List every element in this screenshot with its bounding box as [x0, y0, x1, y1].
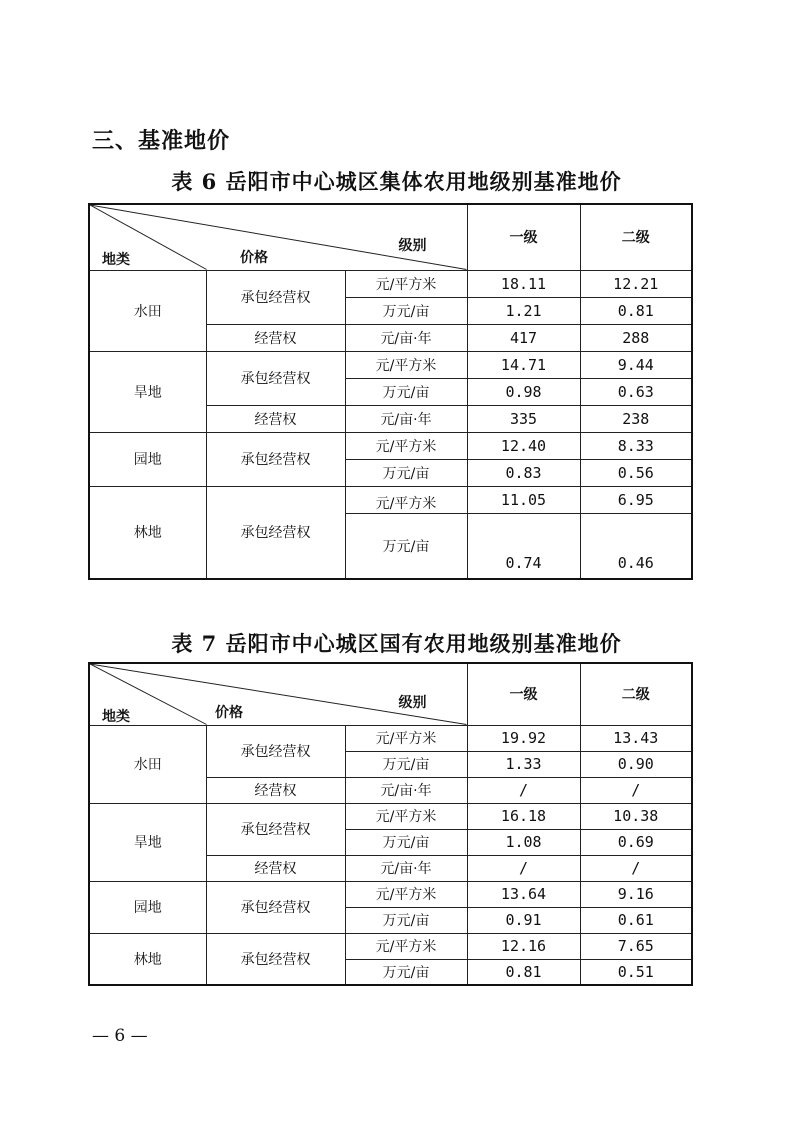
value-cell: 14.71	[467, 351, 580, 378]
grade1-header: 一级	[467, 204, 580, 270]
value-cell: 10.38	[580, 803, 692, 829]
value-cell: 0.63	[580, 378, 692, 405]
right-type-cell: 承包经营权	[206, 432, 345, 486]
unit-cell: 元/平方米	[345, 803, 467, 829]
unit-cell: 万元/亩	[345, 751, 467, 777]
value-cell: /	[467, 777, 580, 803]
value-cell: 6.95	[580, 486, 692, 513]
value-cell: 0.61	[580, 907, 692, 933]
unit-cell: 万元/亩	[345, 829, 467, 855]
unit-cell: 元/平方米	[345, 486, 467, 513]
diag-grade-label: 级别	[398, 238, 427, 254]
value-cell: 11.05	[467, 486, 580, 513]
grade2-header: 二级	[580, 204, 692, 270]
value-cell: /	[580, 777, 692, 803]
value-cell: 12.16	[467, 933, 580, 959]
unit-cell: 万元/亩	[345, 378, 467, 405]
right-type-cell: 承包经营权	[206, 486, 345, 579]
right-type-cell: 承包经营权	[206, 803, 345, 855]
diag-type-label: 地类	[102, 252, 130, 268]
unit-cell: 万元/亩	[345, 297, 467, 324]
page-number: — 6 —	[92, 1026, 148, 1046]
value-cell: 16.18	[467, 803, 580, 829]
value-cell: 288	[580, 324, 692, 351]
value-cell: 0.74	[467, 513, 580, 579]
land-type-cell: 林地	[89, 486, 206, 579]
value-cell: 0.83	[467, 459, 580, 486]
value-cell: 0.98	[467, 378, 580, 405]
table7-caption: 表 7 岳阳市中心城区国有农用地级别基准地价	[171, 631, 622, 656]
table-row	[89, 351, 692, 378]
table-row	[89, 881, 692, 907]
value-cell: 1.08	[467, 829, 580, 855]
unit-cell: 元/亩·年	[345, 777, 467, 803]
value-cell: 417	[467, 324, 580, 351]
value-cell: 13.43	[580, 725, 692, 751]
value-cell: 238	[580, 405, 692, 432]
table-row	[89, 486, 692, 513]
land-type-cell: 旱地	[89, 803, 206, 881]
table6-caption: 表 6 岳阳市中心城区集体农用地级别基准地价	[171, 169, 622, 194]
land-type-cell: 旱地	[89, 351, 206, 432]
unit-cell: 元/亩·年	[345, 324, 467, 351]
value-cell: 0.51	[580, 959, 692, 985]
land-type-cell: 林地	[89, 933, 206, 985]
value-cell: 7.65	[580, 933, 692, 959]
diag-type-label: 地类	[102, 709, 130, 725]
value-cell: 0.91	[467, 907, 580, 933]
table7	[88, 662, 693, 986]
value-cell: 8.33	[580, 432, 692, 459]
value-cell: 1.21	[467, 297, 580, 324]
diag-price-label: 价格	[215, 705, 243, 721]
grade1-header: 一级	[467, 663, 580, 725]
land-type-cell: 水田	[89, 270, 206, 351]
value-cell: 12.40	[467, 432, 580, 459]
value-cell: 0.46	[580, 513, 692, 579]
table-row	[89, 725, 692, 751]
diagonal-header-cell	[89, 663, 467, 725]
unit-cell: 元/亩·年	[345, 405, 467, 432]
value-cell: 0.56	[580, 459, 692, 486]
value-cell: 19.92	[467, 725, 580, 751]
land-type-cell: 园地	[89, 432, 206, 486]
table-row	[89, 204, 692, 270]
unit-cell: 元/平方米	[345, 725, 467, 751]
unit-cell: 元/平方米	[345, 881, 467, 907]
value-cell: 0.81	[580, 297, 692, 324]
unit-cell: 万元/亩	[345, 459, 467, 486]
value-cell: 9.16	[580, 881, 692, 907]
value-cell: /	[467, 855, 580, 881]
table6	[88, 203, 693, 580]
value-cell: 1.33	[467, 751, 580, 777]
unit-cell: 元/平方米	[345, 432, 467, 459]
right-type-cell: 承包经营权	[206, 881, 345, 933]
table-row	[89, 270, 692, 297]
section-heading: 三、基准地价	[92, 129, 231, 154]
grade2-header: 二级	[580, 663, 692, 725]
unit-cell: 元/平方米	[345, 933, 467, 959]
table-row	[89, 803, 692, 829]
right-type-cell: 承包经营权	[206, 351, 345, 405]
table-row	[89, 933, 692, 959]
unit-cell: 万元/亩	[345, 959, 467, 985]
right-type-cell: 承包经营权	[206, 933, 345, 985]
right-type-cell: 承包经营权	[206, 270, 345, 324]
value-cell: 18.11	[467, 270, 580, 297]
value-cell: 0.81	[467, 959, 580, 985]
right-type-cell: 经营权	[206, 324, 345, 351]
diag-price-label: 价格	[240, 250, 268, 266]
land-type-cell: 园地	[89, 881, 206, 933]
unit-cell: 元/平方米	[345, 351, 467, 378]
value-cell: 13.64	[467, 881, 580, 907]
unit-cell: 元/平方米	[345, 270, 467, 297]
right-type-cell: 承包经营权	[206, 725, 345, 777]
table-row	[89, 663, 692, 725]
unit-cell: 元/亩·年	[345, 855, 467, 881]
value-cell: 9.44	[580, 351, 692, 378]
table-row	[89, 432, 692, 459]
value-cell: 335	[467, 405, 580, 432]
unit-cell: 万元/亩	[345, 907, 467, 933]
right-type-cell: 经营权	[206, 855, 345, 881]
value-cell: 12.21	[580, 270, 692, 297]
diag-grade-label: 级别	[398, 695, 427, 711]
value-cell: 0.90	[580, 751, 692, 777]
diagonal-header-cell	[89, 204, 467, 270]
unit-cell: 万元/亩	[345, 513, 467, 579]
right-type-cell: 经营权	[206, 777, 345, 803]
land-type-cell: 水田	[89, 725, 206, 803]
value-cell: 0.69	[580, 829, 692, 855]
right-type-cell: 经营权	[206, 405, 345, 432]
value-cell: /	[580, 855, 692, 881]
